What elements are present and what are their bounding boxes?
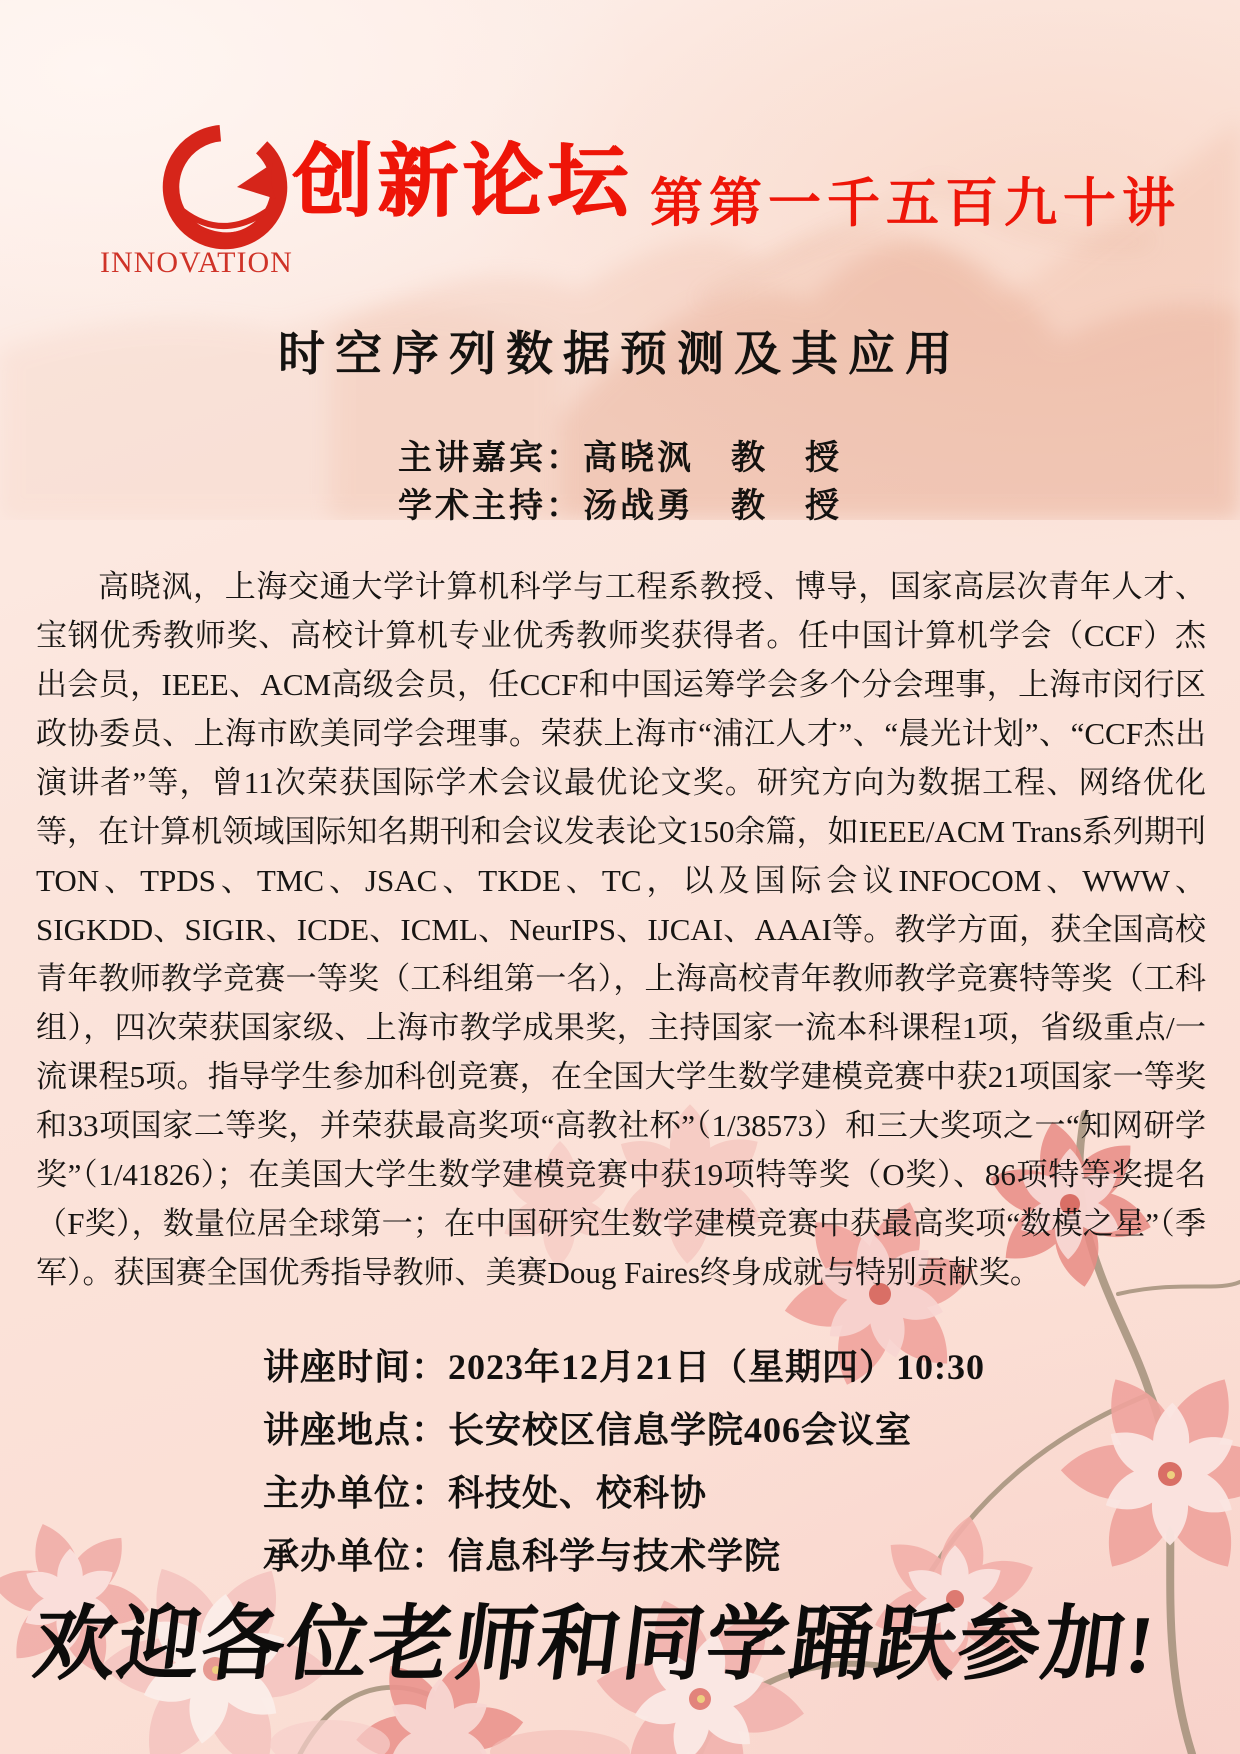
detail-row-host-org	[263, 1462, 985, 1525]
detail-value: 2023年12月21日（星期四）10:30	[448, 1347, 986, 1387]
detail-row-time	[263, 1336, 985, 1399]
detail-value: 科技处、校科协	[448, 1473, 708, 1513]
detail-row-organizer	[263, 1525, 985, 1588]
welcome-message: 欢迎各位老师和同学踊跃参加!	[28, 1599, 1162, 1690]
talk-title: 时空序列数据预测及其应用	[278, 329, 962, 381]
detail-label: 讲座时间：	[263, 1347, 449, 1387]
logo-caption: INNOVATION	[100, 246, 293, 279]
lecture-details	[263, 1336, 985, 1588]
innovation-logo-icon	[150, 112, 300, 262]
detail-label: 主办单位：	[263, 1473, 449, 1513]
forum-title: 创新论坛	[292, 137, 632, 226]
detail-row-location	[263, 1399, 985, 1462]
lecture-number: 第第一千五百九十讲	[650, 175, 1181, 233]
detail-label: 讲座地点：	[263, 1410, 449, 1450]
detail-label: 承办单位：	[263, 1536, 449, 1576]
detail-value: 长安校区信息学院406会议室	[448, 1410, 913, 1450]
detail-value: 信息科学与技术学院	[448, 1536, 782, 1576]
speaker-line: 主讲嘉宾：高晓沨 教 授	[398, 440, 842, 477]
speaker-biography: 高晓沨，上海交通大学计算机科学与工程系教授、博导，国家高层次青年人才、宝钢优秀教师奖、高校计算机专业优秀教师奖获得者。任中国计算机学会（CCF）杰出会员，IEEE、ACM高级会员，任CCF和中国运筹学会多个分会理事，上海市闵行区政协委员、上海市欧美同学会理事。荣获上海市“浦江人才”、“晨光计划”、“CCF杰出演讲者”等，曾11次荣获国际学术会议最优论文奖。研究方向为数据工程、网络优化等，在计算机领域国际知名期刊和会议发表论文150余篇，如IEEE/ACM Trans系列期刊TON、TPDS、TMC、JSAC、TKDE、TC，以及国际会议INFOCOM、WWW、SIGKDD、SIGIR、ICDE、ICML、NeurIPS、IJCAI、AAAI等。教学方面，获全国高校青年教师教学竞赛一等奖（工科组第一名），上海高校青年教师教学竞赛特等奖（工科组），四次荣获国家级、上海市教学成果奖，主持国家一流本科课程1项，省级重点/一流课程5项。指导学生参加科创竞赛，在全国大学生数学建模竞赛中获21项国家一等奖和33项国家二等奖，并荣获最高奖项“高教社杯”（1/38573）和三大奖项之一“知网研学奖”（1/41826）；在美国大学生数学建模竞赛中获19项特等奖（O奖）、86项特等奖提名（F奖），数量位居全球第一；在中国研究生数学建模竞赛中获最高奖项“数模之星”（季军）。获国赛全国优秀指导教师、美赛Doug Faires终身成就与特别贡献奖。	[36, 569, 1206, 1290]
host-line: 学术主持：汤战勇 教 授	[398, 488, 842, 525]
